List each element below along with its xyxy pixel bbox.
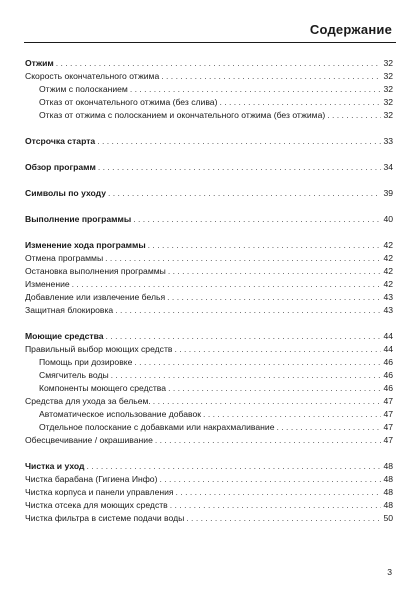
toc-page-number: 32 — [383, 97, 393, 107]
dot-leader — [87, 460, 382, 473]
toc-page-number: 42 — [383, 240, 393, 250]
toc-entry-label: Остановка выполнения программы — [25, 266, 166, 276]
dot-leader — [72, 278, 382, 291]
toc-page-number: 47 — [383, 435, 393, 445]
toc-page-number: 32 — [383, 110, 393, 120]
toc-page-number: 44 — [383, 331, 393, 341]
toc-entry-label: Чистка барабана (Гигиена Инфо) — [25, 474, 158, 484]
toc-entry[interactable] — [25, 434, 393, 447]
toc-entry[interactable] — [25, 70, 393, 83]
toc-entry-label: Средства для ухода за бельем. — [25, 396, 151, 406]
dot-leader — [148, 239, 382, 252]
toc-entry[interactable] — [25, 499, 393, 512]
dot-leader — [130, 83, 382, 96]
dot-leader — [176, 486, 382, 499]
toc-section-heading[interactable] — [25, 57, 393, 70]
toc-page-number: 42 — [383, 253, 393, 263]
toc-page-number: 48 — [383, 500, 393, 510]
section-spacer — [25, 148, 393, 161]
toc-section-heading[interactable] — [25, 187, 393, 200]
toc-page-number: 32 — [383, 71, 393, 81]
toc-entry-label: Добавление или извлечение белья — [25, 292, 166, 302]
toc-page-number: 42 — [383, 266, 393, 276]
toc-entry[interactable] — [25, 265, 393, 278]
toc-section-heading[interactable] — [25, 213, 393, 226]
title-divider — [24, 42, 396, 43]
toc-entry[interactable] — [25, 395, 393, 408]
toc-entry-label: Отжим с полосканием — [39, 84, 128, 94]
toc-page-number: 50 — [383, 513, 393, 523]
toc-section-heading[interactable] — [25, 239, 393, 252]
toc-entry[interactable] — [25, 96, 393, 109]
toc-entry[interactable] — [25, 252, 393, 265]
toc-entry-label: Отсрочка старта — [25, 136, 96, 146]
dot-leader — [134, 356, 381, 369]
toc-entry[interactable] — [25, 486, 393, 499]
dot-leader — [98, 161, 382, 174]
toc-page-number: 42 — [383, 279, 393, 289]
toc-page-number: 46 — [383, 357, 393, 367]
section-spacer — [25, 122, 393, 135]
toc-page-number: 44 — [383, 344, 393, 354]
toc-entry[interactable] — [25, 382, 393, 395]
toc-entry[interactable] — [25, 304, 393, 317]
toc-page-number: 48 — [383, 474, 393, 484]
toc-entry-label: Правильный выбор моющих средств — [25, 344, 173, 354]
dot-leader — [327, 109, 381, 122]
toc-entry-label: Символы по уходу — [25, 188, 106, 198]
toc-page-number: 48 — [383, 461, 393, 471]
toc-entry-label: Автоматическое использование добавок — [39, 409, 202, 419]
toc-section-heading[interactable] — [25, 330, 393, 343]
toc-page-number: 47 — [383, 409, 393, 419]
toc-entry[interactable] — [25, 408, 393, 421]
toc-entry[interactable] — [25, 473, 393, 486]
toc-entry-label: Отжим — [25, 58, 54, 68]
dot-leader — [168, 382, 381, 395]
dot-leader — [219, 96, 381, 109]
dot-leader — [203, 408, 381, 421]
toc-entry-label: Отказ от отжима с полосканием и окончательного отжима (без отжима) — [39, 110, 326, 120]
toc-page-number: 46 — [383, 370, 393, 380]
toc-entry[interactable] — [25, 109, 393, 122]
toc-page-number: 32 — [383, 58, 393, 68]
dot-leader — [133, 213, 381, 226]
section-spacer — [25, 226, 393, 239]
dot-leader — [161, 70, 381, 83]
toc-entry[interactable] — [25, 356, 393, 369]
dot-leader — [186, 512, 381, 525]
section-spacer — [25, 200, 393, 213]
toc-entry-label: Изменение — [25, 279, 70, 289]
toc-entry[interactable] — [25, 369, 393, 382]
toc-entry[interactable] — [25, 278, 393, 291]
toc-page-number: 43 — [383, 305, 393, 315]
toc-entry-label: Помощь при дозировке — [39, 357, 133, 367]
section-spacer — [25, 174, 393, 187]
dot-leader — [167, 291, 381, 304]
dot-leader — [153, 395, 382, 408]
toc-page-number: 47 — [383, 422, 393, 432]
table-of-contents — [25, 57, 393, 525]
toc-page-number: 34 — [383, 162, 393, 172]
toc-page-number: 32 — [383, 84, 393, 94]
toc-entry-label: Отмена программы — [25, 253, 104, 263]
toc-entry-label: Отдельное полоскание с добавками или накрахмаливание — [39, 422, 275, 432]
dot-leader — [97, 135, 381, 148]
toc-entry-label: Отказ от окончательного отжима (без слива) — [39, 97, 218, 107]
toc-page-number: 40 — [383, 214, 393, 224]
toc-entry-label: Изменение хода программы — [25, 240, 146, 250]
toc-entry-label: Обесцвечивание / окрашивание — [25, 435, 153, 445]
section-spacer — [25, 447, 393, 460]
toc-section-heading[interactable] — [25, 135, 393, 148]
dot-leader — [277, 421, 382, 434]
page-number: 3 — [387, 567, 392, 577]
dot-leader — [170, 499, 382, 512]
toc-section-heading[interactable] — [25, 460, 393, 473]
toc-section-heading[interactable] — [25, 161, 393, 174]
toc-entry[interactable] — [25, 83, 393, 96]
dot-leader — [106, 330, 382, 343]
page-title: Содержание — [309, 22, 392, 37]
toc-page-number: 39 — [383, 188, 393, 198]
toc-entry-label: Чистка корпуса и панели управления — [25, 487, 174, 497]
toc-entry-label: Защитная блокировка — [25, 305, 114, 315]
toc-entry-label: Чистка фильтра в системе подачи воды — [25, 513, 185, 523]
toc-page-number: 47 — [383, 396, 393, 406]
toc-entry-label: Обзор программ — [25, 162, 96, 172]
toc-page-number: 43 — [383, 292, 393, 302]
dot-leader — [108, 187, 381, 200]
toc-entry-label: Моющие средства — [25, 331, 104, 341]
toc-entry-label: Смягчитель воды — [39, 370, 109, 380]
toc-entry-label: Скорость окончательного отжима — [25, 71, 160, 81]
toc-page-number: 46 — [383, 383, 393, 393]
toc-entry-label: Чистка отсека для моющих средств — [25, 500, 168, 510]
toc-entry-label: Чистка и уход — [25, 461, 85, 471]
dot-leader — [56, 57, 382, 70]
toc-entry-label: Выполнение программы — [25, 214, 132, 224]
toc-entry[interactable] — [25, 343, 393, 356]
dot-leader — [105, 252, 381, 265]
dot-leader — [155, 434, 382, 447]
toc-page-number: 48 — [383, 487, 393, 497]
dot-leader — [111, 369, 382, 382]
toc-entry[interactable] — [25, 421, 393, 434]
dot-leader — [168, 265, 382, 278]
section-spacer — [25, 317, 393, 330]
toc-entry[interactable] — [25, 512, 393, 525]
toc-entry[interactable] — [25, 291, 393, 304]
dot-leader — [115, 304, 381, 317]
toc-entry-label: Компоненты моющего средства — [39, 383, 167, 393]
dot-leader — [174, 343, 381, 356]
toc-page-number: 33 — [383, 136, 393, 146]
dot-leader — [159, 473, 381, 486]
